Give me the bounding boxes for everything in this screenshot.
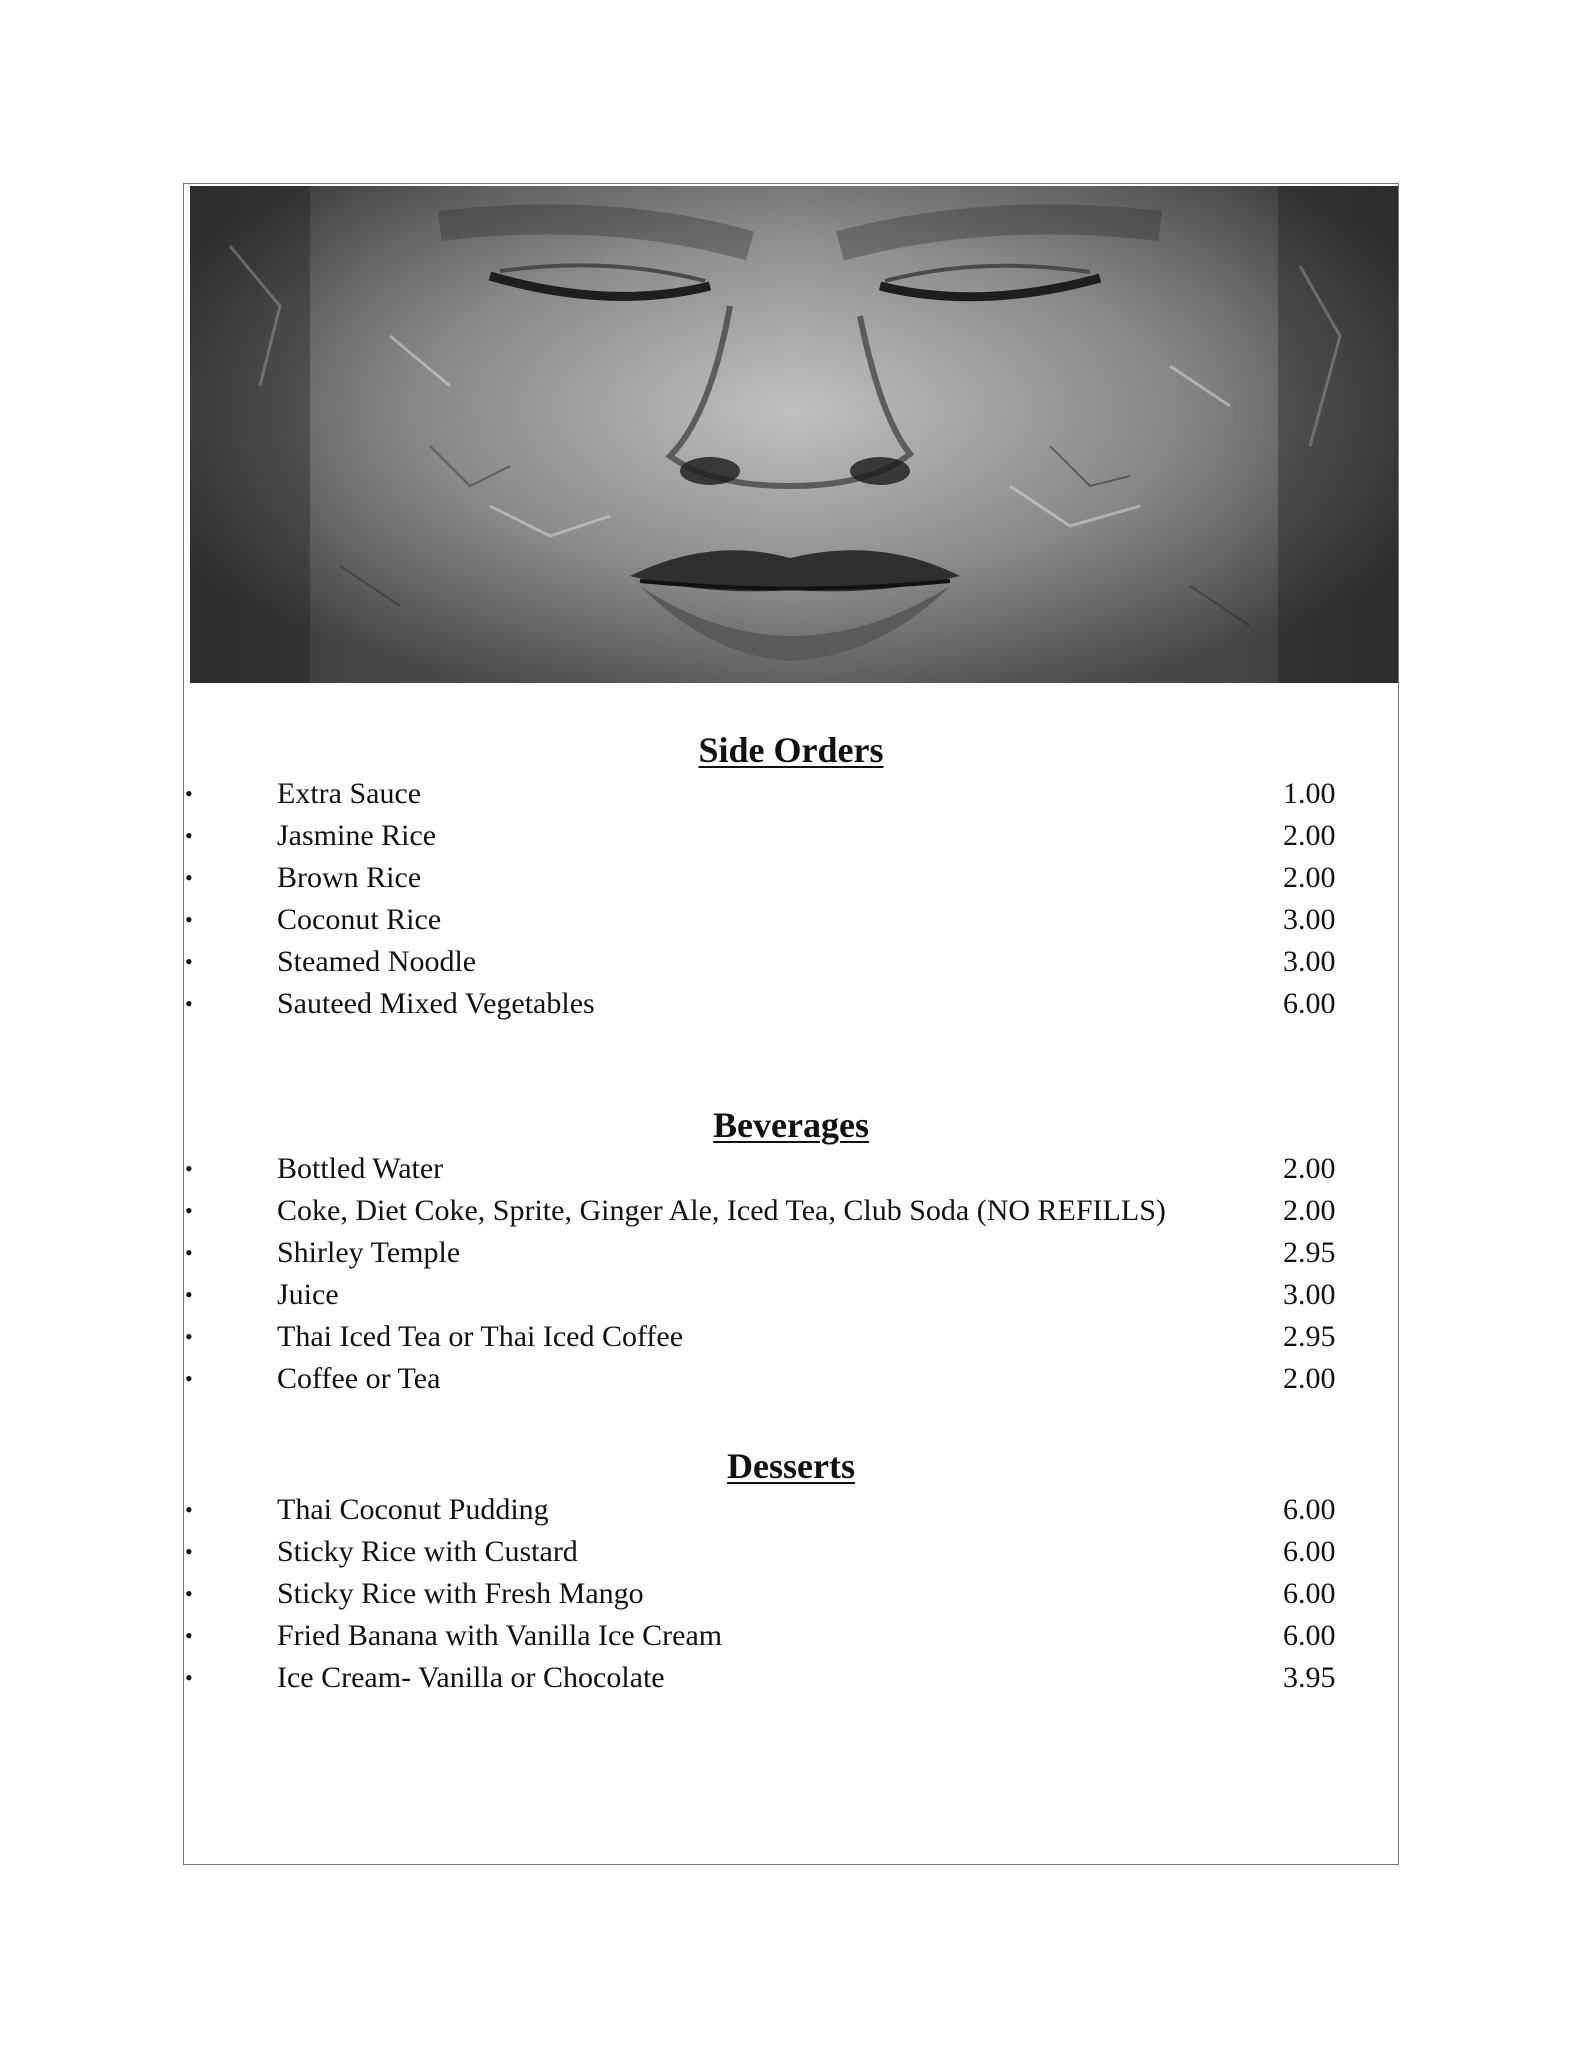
bullet-icon: • [185, 865, 193, 890]
bullet-icon: • [185, 1581, 193, 1606]
bullet-icon: • [185, 1497, 193, 1522]
menu-item [183, 1148, 1399, 1190]
menu-item [183, 1232, 1399, 1274]
item-name: Juice [277, 1278, 339, 1311]
item-price: 6.00 [1283, 987, 1336, 1020]
menu-item [183, 1274, 1399, 1316]
item-name: Thai Iced Tea or Thai Iced Coffee [277, 1320, 684, 1353]
buddha-face-image [190, 186, 1398, 683]
item-name: Fried Banana with Vanilla Ice Cream [277, 1619, 723, 1652]
section-beverages [183, 1102, 1399, 1400]
section-desserts [183, 1443, 1399, 1699]
item-price: 1.00 [1283, 777, 1336, 810]
item-price: 2.00 [1283, 1362, 1336, 1395]
bullet-icon: • [185, 907, 193, 932]
bullet-icon: • [185, 1366, 193, 1391]
bullet-icon: • [185, 991, 193, 1016]
item-name: Brown Rice [277, 861, 422, 894]
bullet-icon: • [185, 1623, 193, 1648]
item-price: 6.00 [1283, 1577, 1336, 1610]
item-price: 2.00 [1283, 861, 1336, 894]
item-price: 3.00 [1283, 945, 1336, 978]
section-title: Beverages [713, 1105, 869, 1145]
item-price: 2.00 [1283, 819, 1336, 852]
menu-item [183, 1190, 1399, 1232]
item-price: 2.00 [1283, 1152, 1336, 1185]
item-name: Ice Cream- Vanilla or Chocolate [277, 1661, 665, 1694]
menu-item [183, 815, 1399, 857]
item-name: Jasmine Rice [277, 819, 437, 852]
item-name: Coffee or Tea [277, 1362, 441, 1395]
item-price: 3.00 [1283, 903, 1336, 936]
menu-item [183, 1657, 1399, 1699]
item-name: Extra Sauce [277, 777, 422, 810]
bullet-icon: • [185, 949, 193, 974]
section-side-orders [183, 727, 1399, 1025]
item-price: 2.95 [1283, 1320, 1336, 1353]
menu-item [183, 941, 1399, 983]
bullet-icon: • [185, 1282, 193, 1307]
item-price: 6.00 [1283, 1535, 1336, 1568]
menu-item [183, 1573, 1399, 1615]
menu-item [183, 1531, 1399, 1573]
menu-item [183, 773, 1399, 815]
bullet-icon: • [185, 1539, 193, 1564]
menu-item [183, 1615, 1399, 1657]
item-price: 3.00 [1283, 1278, 1336, 1311]
menu-item [183, 983, 1399, 1025]
menu-item [183, 899, 1399, 941]
menu-item [183, 1358, 1399, 1400]
item-price: 6.00 [1283, 1619, 1336, 1652]
item-name: Thai Coconut Pudding [277, 1493, 549, 1526]
bullet-icon: • [185, 823, 193, 848]
item-name: Sauteed Mixed Vegetables [277, 987, 595, 1020]
section-title: Side Orders [698, 730, 884, 770]
section-title: Desserts [727, 1446, 855, 1486]
item-name: Sticky Rice with Custard [277, 1535, 578, 1568]
item-name: Coconut Rice [277, 903, 442, 936]
item-name: Steamed Noodle [277, 945, 477, 978]
item-name: Sticky Rice with Fresh Mango [277, 1577, 644, 1610]
item-price: 6.00 [1283, 1493, 1336, 1526]
bullet-icon: • [185, 781, 193, 806]
bullet-icon: • [185, 1156, 193, 1181]
item-price: 3.95 [1283, 1661, 1336, 1694]
bullet-icon: • [185, 1324, 193, 1349]
item-name: Coke, Diet Coke, Sprite, Ginger Ale, Iced Tea, Club Soda (NO REFILLS) [277, 1194, 1166, 1227]
bullet-icon: • [185, 1240, 193, 1265]
item-name: Shirley Temple [277, 1236, 461, 1269]
menu-item [183, 857, 1399, 899]
item-price: 2.95 [1283, 1236, 1336, 1269]
item-name: Bottled Water [277, 1152, 444, 1185]
bullet-icon: • [185, 1665, 193, 1690]
item-price: 2.00 [1283, 1194, 1336, 1227]
menu-item [183, 1489, 1399, 1531]
menu-item [183, 1316, 1399, 1358]
bullet-icon: • [185, 1198, 193, 1223]
